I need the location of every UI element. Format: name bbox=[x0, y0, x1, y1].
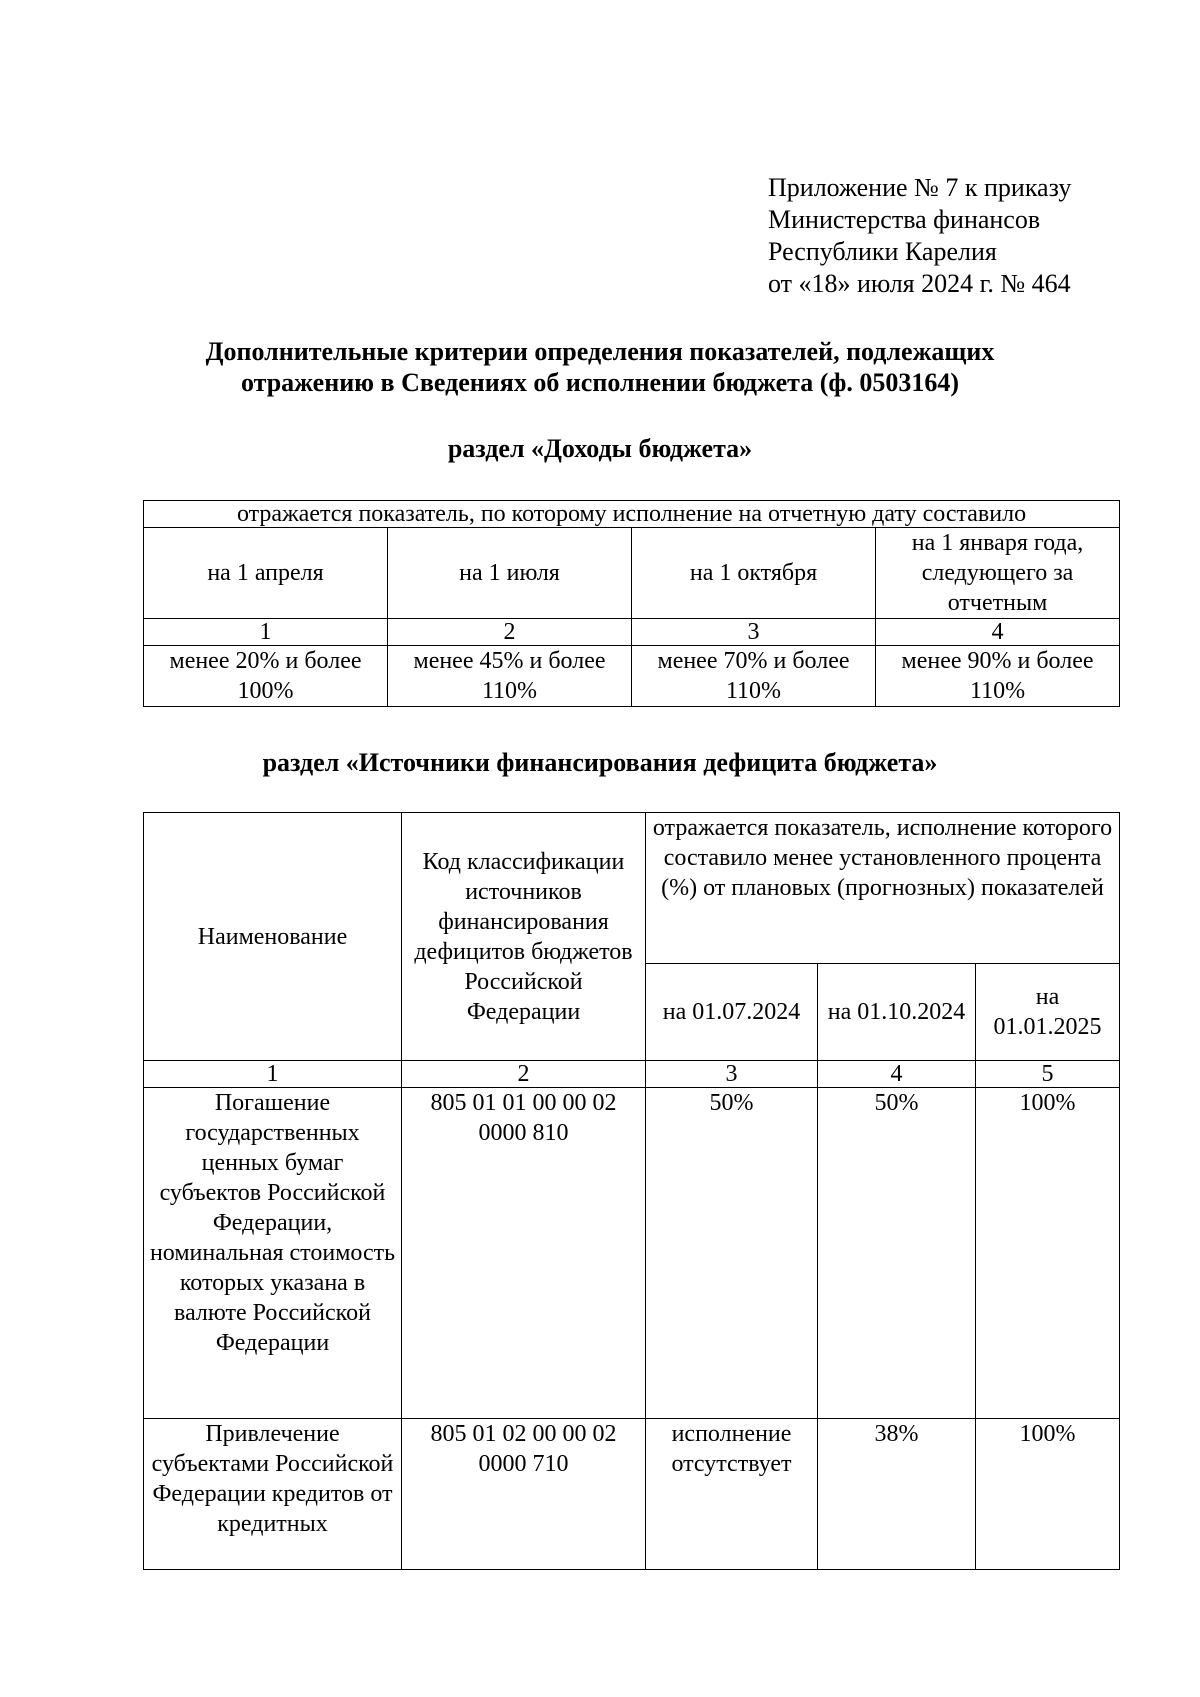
row-value: 38% bbox=[818, 1419, 976, 1570]
column-number: 1 bbox=[144, 619, 388, 646]
appendix-line-1: Приложение № 7 к приказу bbox=[768, 173, 1072, 202]
column-header: на 1 июля bbox=[388, 528, 632, 619]
section-income-title: раздел «Доходы бюджета» bbox=[447, 434, 753, 463]
column-header-group: отражается показатель, исполнение которого составило менее установленного процента (%) от плановых (прогнозных) показателей bbox=[646, 813, 1120, 964]
column-header: на 1 октября bbox=[632, 528, 876, 619]
row-name: Привлечение субъектами Российской Федерации кредитов от кредитных bbox=[144, 1419, 402, 1570]
table-cell: менее 70% и более 110% bbox=[632, 646, 876, 707]
row-value: 50% bbox=[818, 1088, 976, 1419]
table-cell: менее 20% и более 100% bbox=[144, 646, 388, 707]
row-name: Погашение государственных ценных бумаг субъектов Российской Федерации, номинальная стоимость которых указана в валюте Российской Федерации bbox=[144, 1088, 402, 1419]
row-value: 50% bbox=[646, 1088, 818, 1419]
row-value: 100% bbox=[976, 1419, 1120, 1570]
table-row bbox=[144, 501, 1120, 528]
column-header-date: на 01.07.2024 bbox=[646, 964, 818, 1061]
column-header-name: Наименование bbox=[144, 813, 402, 1061]
row-value: исполнение отсутствует bbox=[646, 1419, 818, 1570]
column-number: 3 bbox=[646, 1061, 818, 1088]
sources-table bbox=[143, 812, 1120, 1570]
column-header-code: Код классификации источников финансирования дефицитов бюджетов Российской Федерации bbox=[402, 813, 646, 1061]
income-table bbox=[143, 500, 1120, 707]
row-value: 100% bbox=[976, 1088, 1120, 1419]
appendix-header bbox=[768, 172, 1071, 300]
document-title bbox=[130, 336, 1070, 398]
document-title-line-2: отражению в Сведениях об исполнении бюджета (ф. 0503164) bbox=[240, 368, 960, 397]
appendix-line-4: от «18» июля 2024 г. № 464 bbox=[768, 269, 1071, 298]
table-row bbox=[144, 1061, 1120, 1088]
section-sources-title: раздел «Источники финансирования дефицита бюджета» bbox=[262, 748, 938, 777]
row-code: 805 01 02 00 00 02 0000 710 bbox=[402, 1419, 646, 1570]
table-cell: менее 90% и более 110% bbox=[876, 646, 1120, 707]
document-title-line-1: Дополнительные критерии определения показателей, подлежащих bbox=[205, 337, 995, 366]
row-code: 805 01 01 00 00 02 0000 810 bbox=[402, 1088, 646, 1419]
appendix-line-3: Республики Карелия bbox=[768, 237, 997, 266]
column-number: 2 bbox=[402, 1061, 646, 1088]
table-row bbox=[144, 619, 1120, 646]
column-header-date: на 01.10.2024 bbox=[818, 964, 976, 1061]
column-header-date: на 01.01.2025 bbox=[976, 964, 1120, 1061]
column-header: на 1 апреля bbox=[144, 528, 388, 619]
table-row bbox=[144, 1419, 1120, 1570]
income-header-cell: отражается показатель, по которому исполнение на отчетную дату составило bbox=[144, 501, 1120, 528]
table-row bbox=[144, 813, 1120, 964]
appendix-line-2: Министерства финансов bbox=[768, 205, 1041, 234]
column-number: 2 bbox=[388, 619, 632, 646]
column-number: 4 bbox=[876, 619, 1120, 646]
column-number: 5 bbox=[976, 1061, 1120, 1088]
table-row bbox=[144, 1088, 1120, 1419]
column-number: 1 bbox=[144, 1061, 402, 1088]
table-row bbox=[144, 528, 1120, 619]
table-cell: менее 45% и более 110% bbox=[388, 646, 632, 707]
column-header: на 1 января года, следующего за отчетным bbox=[876, 528, 1120, 619]
column-number: 4 bbox=[818, 1061, 976, 1088]
table-row bbox=[144, 646, 1120, 707]
column-number: 3 bbox=[632, 619, 876, 646]
